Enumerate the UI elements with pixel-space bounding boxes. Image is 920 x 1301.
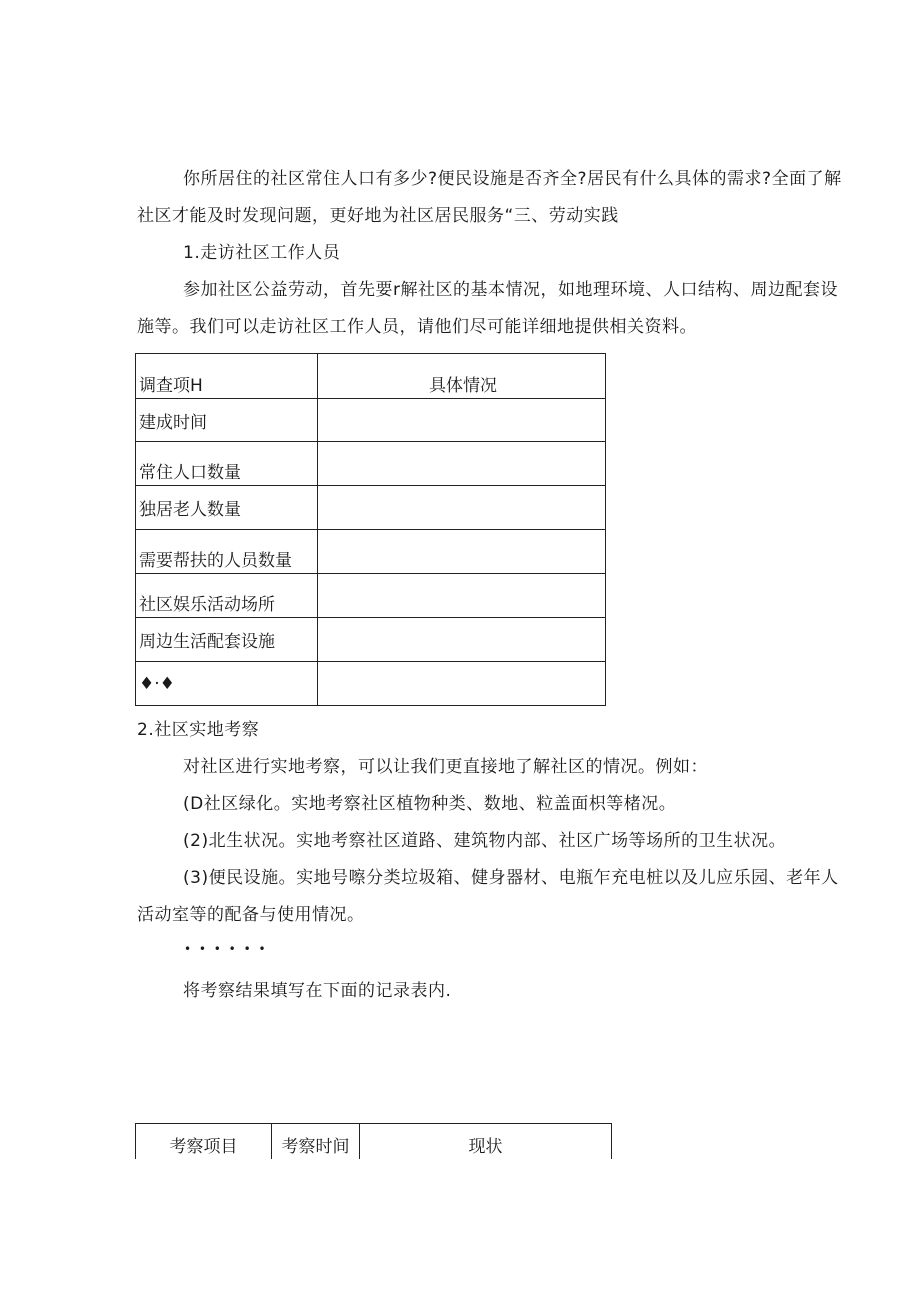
survey-item-label: 独居老人数量 [136,486,318,530]
intro-line-1: 你所居住的社区常住人口有多少?便民设施是否齐全?居民有什么具体的需求?全面了解 [183,169,842,189]
survey-item-value[interactable] [318,399,606,442]
paragraph-4: 将考察结果填写在下面的记录表内. [183,981,452,1001]
list-item-2: (2)北生状况。实地考察社区道路、建筑物内部、社区广场等场所的卫生状况。 [183,831,787,851]
record-table [135,1123,612,1159]
header-inspection-item: 考察项目 [136,1124,272,1160]
header-current-status: 现状 [360,1124,612,1160]
survey-item-value[interactable] [318,442,606,486]
survey-item-value[interactable] [318,486,606,530]
paragraph-3: 对社区进行实地考察，可以让我们更直接地了解社区的情况。例如： [183,757,708,777]
survey-item-label: 周边生活配套设施 [136,618,318,662]
paragraph-2-line-1: 参加社区公益劳动，首先要r解社区的基本情况，如地理环境、人口结构、周边配套设 [183,280,838,300]
table-row [136,486,606,530]
record-table-header-row [136,1124,612,1160]
header-specific-situation: 具体情况 [318,354,606,399]
survey-item-label: 建成时间 [136,399,318,442]
survey-table [135,353,606,706]
section-heading-2: 2.社区实地考察 [137,720,260,740]
survey-item-label: ♦·♦ [136,662,318,706]
table-row [136,399,606,442]
survey-item-label: 社区娱乐活动场所 [136,574,318,618]
survey-item-value[interactable] [318,618,606,662]
list-item-1: (D社区绿化。实地考察社区植物种类、数地、粒盖面枳等楮况。 [183,794,677,814]
survey-item-value[interactable] [318,530,606,574]
survey-item-value[interactable] [318,662,606,706]
survey-item-label: 需要帮扶的人员数量 [136,530,318,574]
table-row [136,442,606,486]
table-header-row [136,354,606,399]
survey-item-value[interactable] [318,574,606,618]
table-row [136,530,606,574]
header-inspection-time: 考察时间 [272,1124,360,1160]
list-item-3-line-1: (3)便民设施。实地号嚓分类垃圾箱、健身器材、电瓶乍充电桩以及儿应乐园、老年人 [183,868,839,888]
intro-line-2: 社区才能及时发现问题，更好地为社区居民服务“三、劳动实践 [137,206,619,226]
table-row [136,574,606,618]
table-row [136,618,606,662]
ellipsis-dots: • • • • • • [184,942,268,956]
header-survey-item: 调查项H [136,354,318,399]
section-heading-1: 1.走访社区工作人员 [183,243,341,263]
list-item-3-line-2: 活动室等的配备与使用情况。 [137,905,365,925]
survey-item-label: 常住人口数量 [136,442,318,486]
paragraph-2-line-2: 施等。我们可以走访社区工作人员，请他们尽可能详细地提供相关资料。 [137,317,697,337]
table-row [136,662,606,706]
